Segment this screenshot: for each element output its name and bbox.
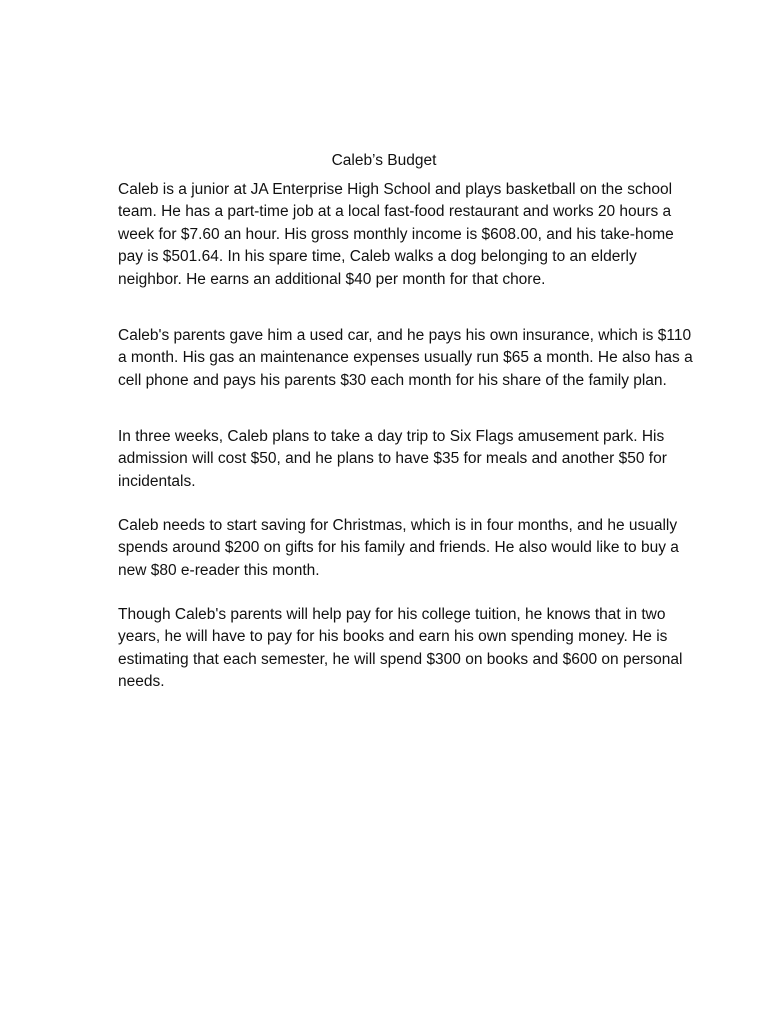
- text-line: In three weeks, Caleb plans to take a day trip to Six Flags amusement park. His: [118, 428, 665, 445]
- text-line: needs.: [118, 673, 165, 691]
- text-line: pay is $501.64. In his spare time, Caleb walks a dog belonging to an elderly: [118, 248, 637, 266]
- text-line: years, he will have to pay for his books and earn his own spending money. He is: [118, 628, 668, 646]
- text-line: Caleb is a junior at JA Enterprise High School and plays basketball on the school: [118, 181, 673, 198]
- text-line: incidentals.: [118, 472, 196, 490]
- paragraph-income: [118, 179, 684, 291]
- document-title: Caleb’s Budget: [331, 152, 437, 169]
- text-line: new $80 e-reader this month.: [118, 561, 320, 579]
- text-line: Though Caleb's parents will help pay for his college tuition, he knows that in two: [118, 606, 666, 623]
- text-line: cell phone and pays his parents $30 each month for his share of the family plan.: [118, 371, 667, 389]
- paragraph-college: [118, 604, 684, 694]
- paragraph-christmas: [118, 515, 684, 582]
- text-line: Caleb needs to start saving for Christmas, which is in four months, and he usually: [118, 517, 678, 534]
- text-line: a month. His gas an maintenance expenses usually run $65 a month. He also has a: [118, 349, 693, 367]
- text-line: team. He has a part-time job at a local fast-food restaurant and works 20 hours a: [118, 203, 672, 221]
- text-line: spends around $200 on gifts for his family and friends. He also would like to buy a: [118, 539, 679, 557]
- text-line: estimating that each semester, he will spend $300 on books and $600 on personal: [118, 650, 683, 668]
- text-line: admission will cost $50, and he plans to have $35 for meals and another $50 for: [118, 450, 667, 468]
- text-line: Caleb's parents gave him a used car, and he pays his own insurance, which is $110: [118, 327, 692, 344]
- text-line: neighbor. He earns an additional $40 per month for that chore.: [118, 270, 546, 288]
- paragraph-six-flags: [118, 426, 684, 493]
- paragraph-car-phone: [118, 325, 693, 392]
- text-line: week for $7.60 an hour. His gross monthly income is $608.00, and his take-home: [118, 225, 674, 243]
